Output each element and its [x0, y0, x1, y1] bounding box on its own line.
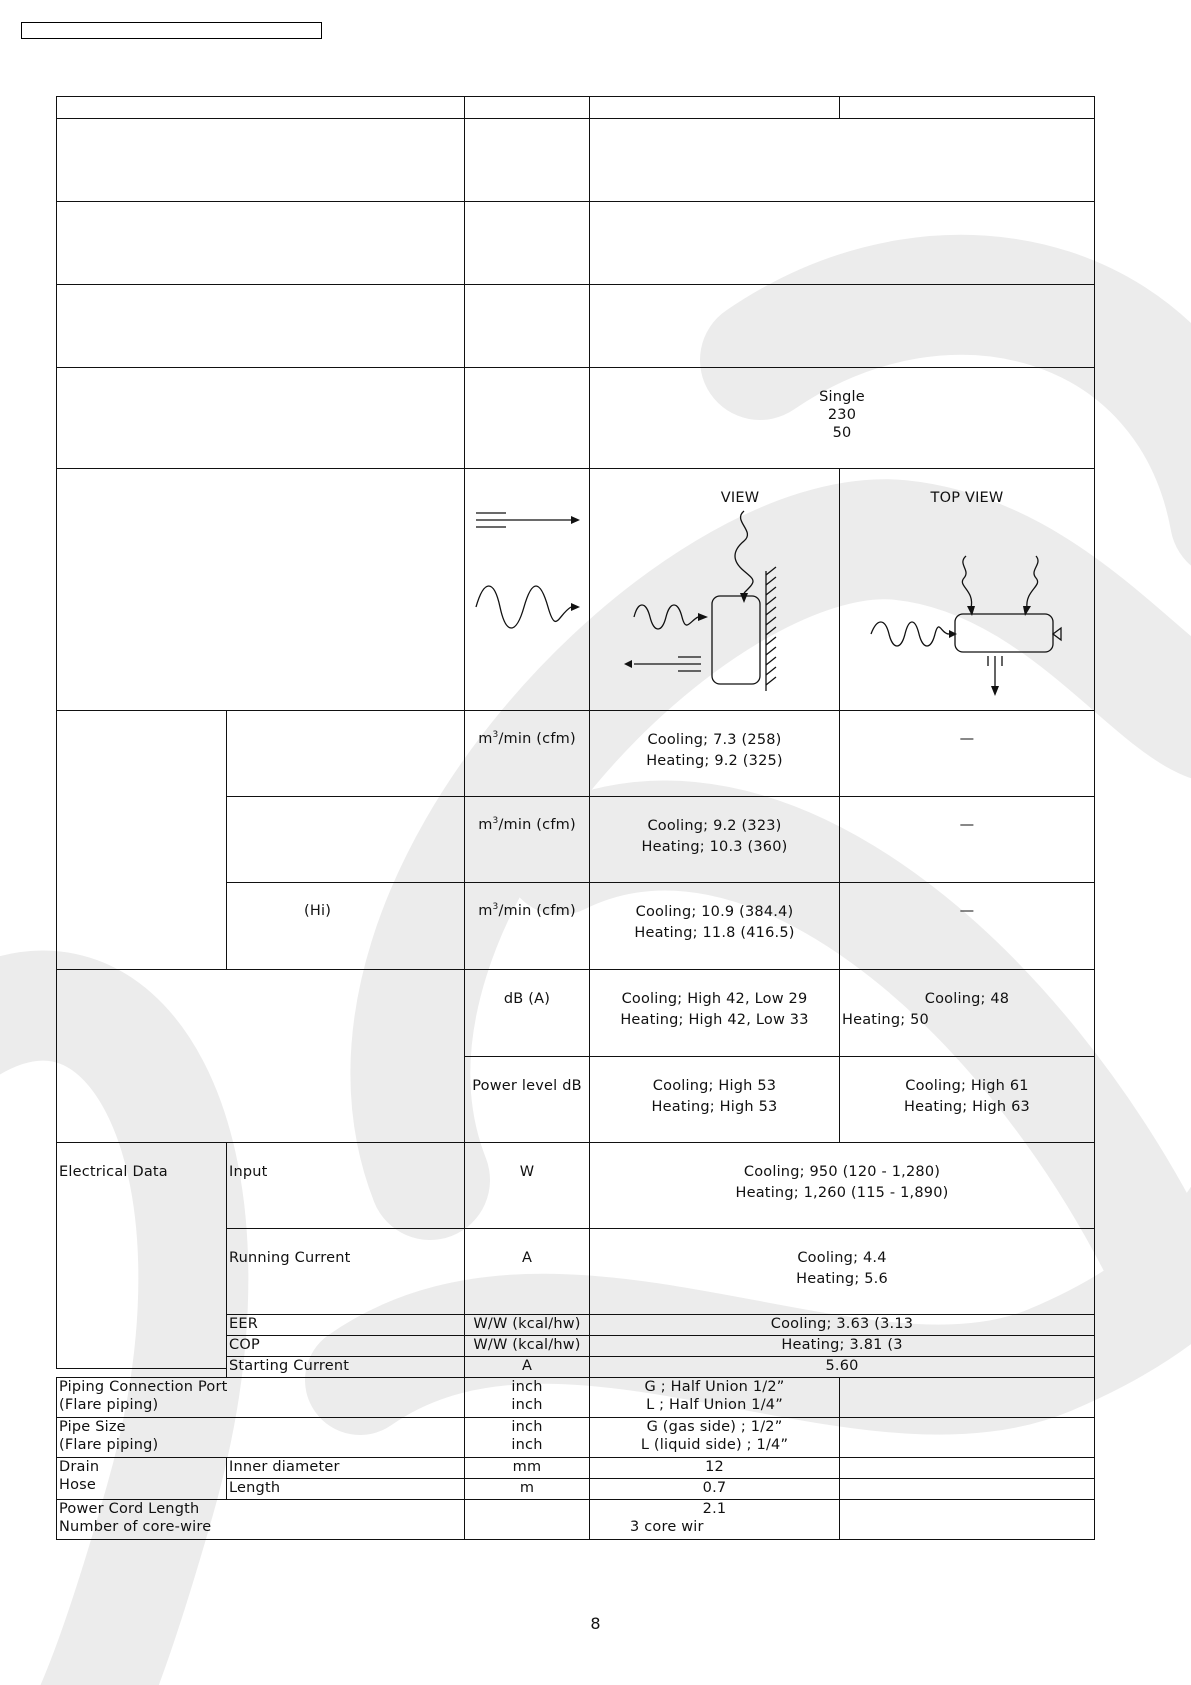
power-voltage: 230: [827, 407, 857, 423]
side-view-diagram-icon: [624, 511, 834, 711]
noise-pressure-outdoor-heating: Heating; 50: [842, 1012, 929, 1028]
pipe-size-gas: G (gas side) ; 1/2”: [646, 1419, 783, 1435]
piping-port-gas: G ; Half Union 1/2”: [644, 1379, 785, 1395]
noise-power-outdoor-heating: Heating; High 63: [904, 1099, 1030, 1115]
airflow-row2-heating: Heating; 10.3 (360): [641, 839, 788, 855]
drain-length-unit: m: [519, 1480, 535, 1496]
airflow-row2-outdoor: —: [959, 817, 975, 833]
noise-pressure-unit-cell: [464, 969, 590, 1057]
pipe-size-label: Pipe Size: [59, 1419, 126, 1435]
input-label-cell: [226, 1142, 465, 1229]
spec-row-blank-3-item: [56, 284, 465, 368]
pipe-size-unit-1: inch: [511, 1419, 543, 1435]
input-unit: W: [519, 1164, 535, 1180]
header-cell-outdoor: [839, 96, 1095, 119]
noise-power-indoor-cooling: Cooling; High 53: [652, 1078, 777, 1094]
airflow-row2-unit: $m^3/\min$ (cfm): [478, 816, 576, 833]
eer-value: Cooling; 3.63 (3.13: [770, 1316, 914, 1332]
piping-port-unit-1: inch: [511, 1379, 543, 1395]
diagram-item: [56, 468, 465, 711]
core-wire-value: 3 core wir: [630, 1519, 704, 1535]
running-current-label: Running Current: [229, 1250, 351, 1266]
airflow-row3-unit-cell: [464, 882, 590, 970]
airflow-row1-outdoor: —: [959, 731, 975, 747]
airflow-row2-outdoor-cell: [839, 796, 1095, 883]
running-current-unit: A: [521, 1250, 533, 1266]
airflow-row1-outdoor-cell: [839, 710, 1095, 797]
header-box: [21, 22, 322, 39]
airflow-row2-label-cell: [226, 796, 465, 883]
spec-row-blank-2-item: [56, 201, 465, 285]
noise-power-indoor-heating: Heating; High 53: [651, 1099, 778, 1115]
noise-pressure-indoor-cooling: Cooling; High 42, Low 29: [621, 991, 808, 1007]
piping-port-label: Piping Connection Port: [59, 1379, 228, 1395]
airflow-row3-heating: Heating; 11.8 (416.5): [634, 925, 795, 941]
spec-row-blank-2-value: [589, 201, 1095, 285]
airflow-row1-cooling: Cooling; 7.3 (258): [647, 732, 782, 748]
drain-length-outdoor-cell: [839, 1478, 1095, 1500]
power-cord-length-value: 2.1: [702, 1501, 727, 1517]
starting-current-label: Starting Current: [229, 1358, 350, 1374]
eer-label-cell: [226, 1314, 465, 1336]
drain-length-value: 0.7: [702, 1480, 727, 1496]
drain-inner-label: Inner diameter: [229, 1459, 340, 1475]
airflow-row3-label-cell: [226, 882, 465, 970]
eer-label: EER: [229, 1316, 258, 1332]
drain-inner-unit: mm: [512, 1459, 542, 1475]
power-frequency: 50: [832, 425, 852, 441]
noise-label-cell: [56, 969, 465, 1143]
pipe-size-liquid: L (liquid side) ; 1/4”: [640, 1437, 789, 1453]
pipe-size-sublabel: (Flare piping): [59, 1437, 159, 1453]
airflow-row3-cooling: Cooling; 10.9 (384.4): [635, 904, 794, 920]
airflow-row3-label: (Hi): [304, 903, 332, 919]
noise-pressure-indoor-heating: Heating; High 42, Low 33: [620, 1012, 809, 1028]
header-cell-item: [56, 96, 465, 119]
pipe-size-unit-2: inch: [511, 1437, 543, 1453]
input-cooling: Cooling; 950 (120 - 1,280): [743, 1164, 941, 1180]
drain-hose-label: Drain: [59, 1459, 100, 1475]
airflow-row1-heating: Heating; 9.2 (325): [646, 753, 783, 769]
airflow-row3-outdoor: —: [959, 903, 975, 919]
spec-row-blank-1-unit: [464, 118, 590, 202]
noise-pressure-outdoor-cooling: Cooling; 48: [924, 991, 1010, 1007]
airflow-row2-unit-cell: [464, 796, 590, 883]
running-current-cooling: Cooling; 4.4: [797, 1250, 887, 1266]
piping-port-outdoor-cell: [839, 1377, 1095, 1418]
legend-arrows-icon: [476, 511, 586, 621]
piping-port-sublabel: (Flare piping): [59, 1397, 159, 1413]
input-unit-cell: [464, 1142, 590, 1229]
piping-port-unit-2: inch: [511, 1397, 543, 1413]
running-current-heating: Heating; 5.6: [796, 1271, 888, 1287]
running-current-label-cell: [226, 1228, 465, 1315]
noise-power-unit: Power level dB: [472, 1078, 582, 1094]
header-cell-indoor: [589, 96, 840, 119]
airflow-row1-label-cell: [226, 710, 465, 797]
spec-row-blank-1-item: [56, 118, 465, 202]
input-label: Input: [229, 1164, 268, 1180]
power-source-unit: [464, 367, 590, 469]
airflow-row2-cooling: Cooling; 9.2 (323): [647, 818, 782, 834]
noise-power-outdoor-cooling: Cooling; High 61: [905, 1078, 1029, 1094]
cop-label-cell: [226, 1335, 465, 1357]
spec-row-blank-3-value: [589, 284, 1095, 368]
starting-current-value: 5.60: [825, 1358, 859, 1374]
cop-label: COP: [229, 1337, 260, 1353]
drain-length-label: Length: [229, 1480, 281, 1496]
airflow-row1-unit: $m^3/\min$ (cfm): [478, 730, 576, 747]
airflow-row1-unit-cell: [464, 710, 590, 797]
cop-value: Heating; 3.81 (3: [781, 1337, 903, 1353]
spec-row-blank-2-unit: [464, 201, 590, 285]
eer-unit: W/W (kcal/hw): [473, 1316, 581, 1332]
pipe-size-outdoor-cell: [839, 1417, 1095, 1458]
header-cell-unit: [464, 96, 590, 119]
airflow-group-label-cell: [56, 710, 227, 970]
page-number: 8: [590, 1614, 601, 1633]
spec-row-blank-1-value: [589, 118, 1095, 202]
top-view-diagram-icon: [871, 556, 1081, 706]
input-heating: Heating; 1,260 (115 - 1,890): [735, 1185, 949, 1201]
piping-port-liquid: L ; Half Union 1/4”: [646, 1397, 783, 1413]
side-view-label: VIEW: [720, 490, 760, 506]
airflow-row3-outdoor-cell: [839, 882, 1095, 970]
cop-unit: W/W (kcal/hw): [473, 1337, 581, 1353]
top-view-label: TOP VIEW: [930, 490, 1004, 506]
electrical-label: Electrical Data: [59, 1164, 168, 1180]
core-wire-label: Number of core-wire: [59, 1519, 212, 1535]
power-source-item: [56, 367, 465, 469]
power-phase: Single: [819, 389, 865, 405]
noise-power-unit-cell: [464, 1056, 590, 1143]
starting-current-unit: A: [521, 1358, 533, 1374]
power-cord-label: Power Cord Length: [59, 1501, 200, 1517]
airflow-row3-unit: $m^3/\min$ (cfm): [478, 902, 576, 919]
running-current-unit-cell: [464, 1228, 590, 1315]
power-cord-outdoor-cell: [839, 1499, 1095, 1540]
drain-hose-sublabel: Hose: [59, 1477, 97, 1493]
drain-inner-value: 12: [705, 1459, 724, 1475]
noise-pressure-unit: dB (A): [503, 991, 551, 1007]
drain-inner-outdoor-cell: [839, 1457, 1095, 1479]
spec-row-blank-3-unit: [464, 284, 590, 368]
power-cord-unit-cell: [464, 1499, 590, 1540]
